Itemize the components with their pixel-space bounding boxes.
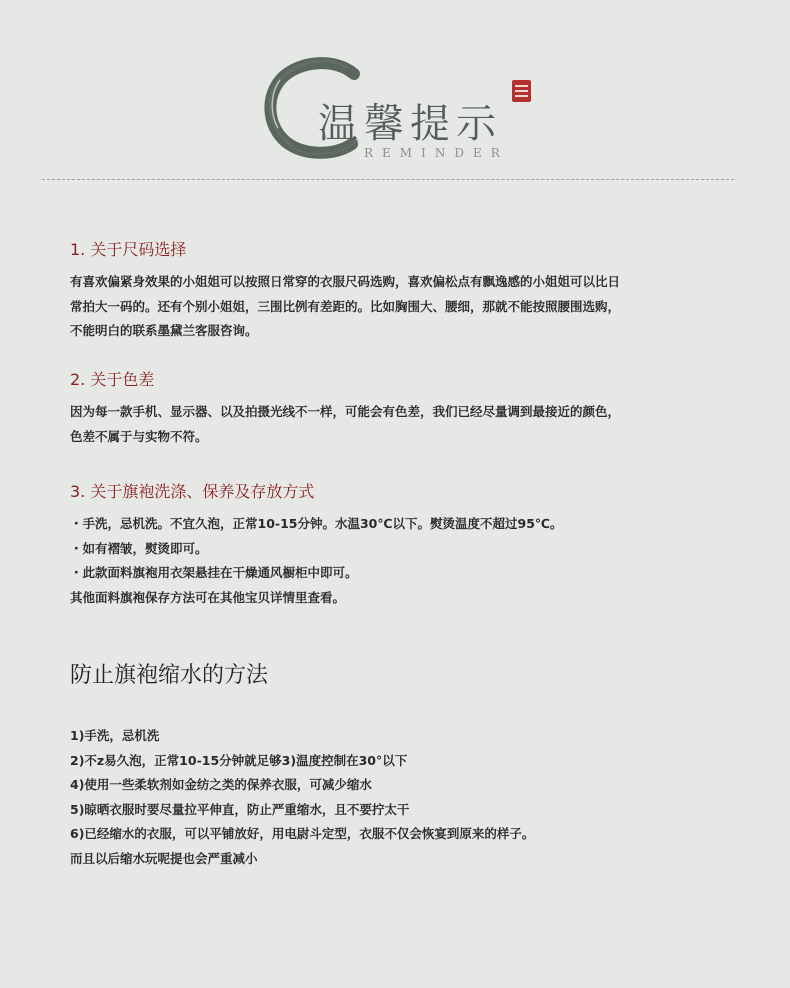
section-text-line: 不能明白的联系墨黛兰客服咨询。 [70, 323, 258, 338]
section-size-selection [70, 240, 750, 344]
method-step: 2)不z易久泡，正常10-15分钟就足够3)温度控制在30°以下 [70, 752, 408, 768]
method-step: 而且以后缩水玩呢提也会严重减小 [70, 850, 258, 866]
shrink-prevention-title: 防止旗袍缩水的方法 [70, 663, 269, 688]
method-step: 1)手洗，忌机洗 [70, 728, 160, 743]
dashed-divider [42, 179, 734, 180]
page-subtitle: REMINDER [364, 146, 509, 160]
section-text-line: ・此款面料旗袍用衣架悬挂在干燥通风橱柜中即可。 [70, 565, 358, 580]
section-title: 2. 关于色差 [70, 370, 155, 389]
red-seal-stamp-icon [512, 80, 531, 102]
section-text-line: 有喜欢偏紧身效果的小姐姐可以按照日常穿的衣服尺码选购，喜欢偏松点有飘逸感的小姐姐可以比日 [70, 274, 621, 289]
reminder-header [0, 0, 790, 180]
section-text-line: ・手洗，忌机洗。不宜久泡，正常10-15分钟。水温30℃以下。熨烫温度不超过95℃。 [70, 516, 563, 531]
method-step: 4)使用一些柔软剂如金纺之类的保养衣服，可减少缩水 [70, 777, 372, 792]
shrink-prevention-list [70, 724, 750, 871]
method-step: 6)已经缩水的衣服，可以平铺放好，用电尉斗定型，衣服不仅会恢宴到原来的样子。 [70, 826, 535, 841]
page-title: 温馨提示 [318, 101, 502, 147]
section-color-difference [70, 370, 750, 449]
section-text-line: 常拍大一码的。还有个别小姐姐，三围比例有差距的。比如胸围大、腰细，那就不能按照腰围选购， [70, 298, 621, 314]
section-care-storage [70, 482, 750, 610]
section-text-line: 色差不属于与实物不符。 [70, 428, 208, 444]
method-step: 5)晾晒衣服时要尽量拉平伸直，防止严重缩水，且不要拧太干 [70, 801, 410, 817]
section-text-line: 因为每一款手机、显示器、以及拍摄光线不一样，可能会有色差，我们已经尽量调到最接近的颜色， [70, 404, 621, 419]
section-text-line: ・如有褶皱，熨烫即可。 [70, 540, 208, 556]
section-title: 3. 关于旗袍洗涤、保养及存放方式 [70, 482, 315, 501]
section-text-line: 其他面料旗袍保存方法可在其他宝贝详情里查看。 [70, 589, 346, 605]
section-title: 1. 关于尺码选择 [70, 240, 187, 259]
